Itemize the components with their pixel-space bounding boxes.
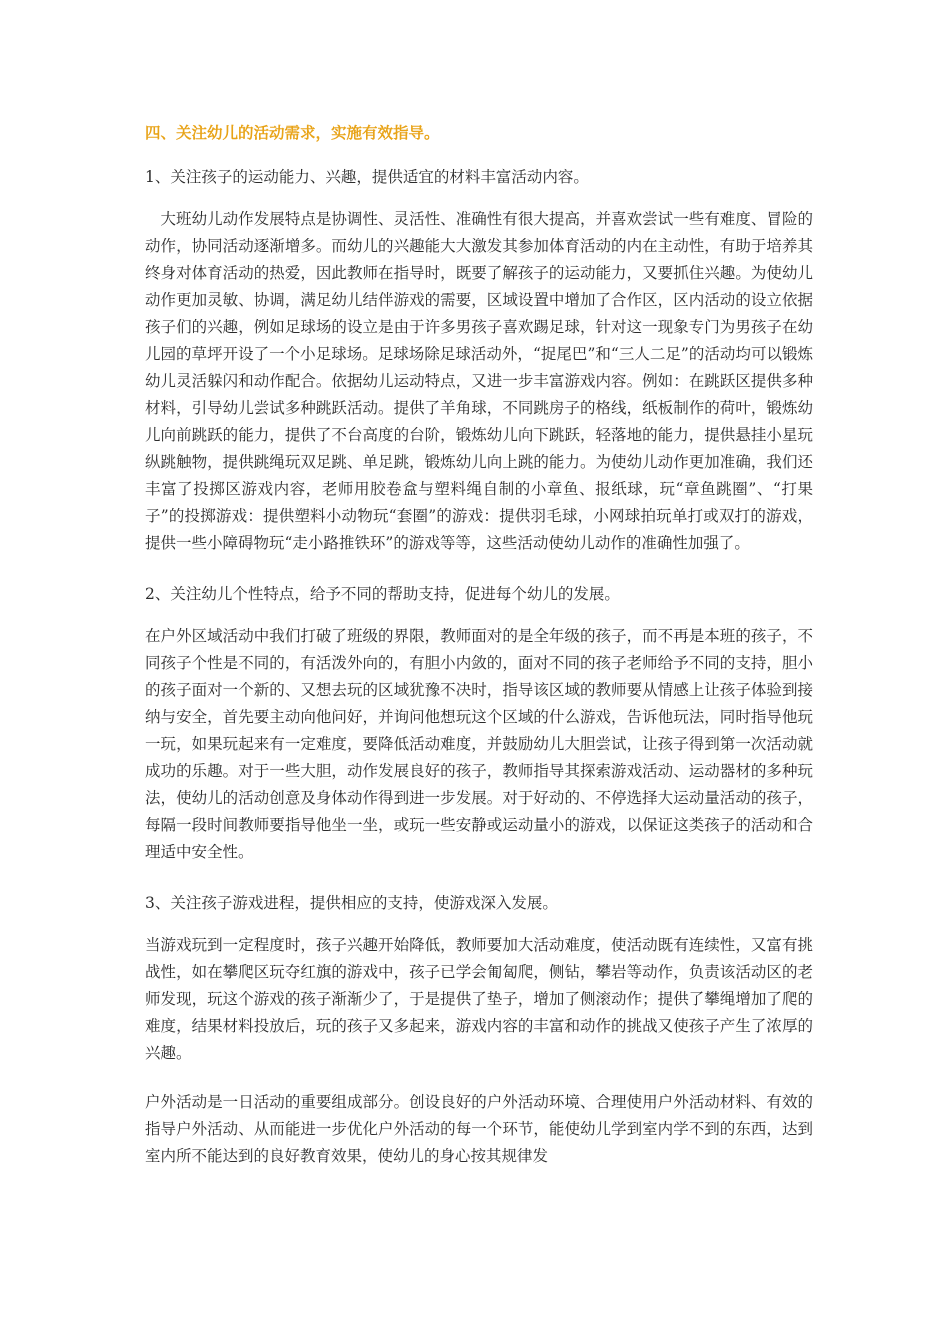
item-3-body: 当游戏玩到一定程度时，孩子兴趣开始降低，教师要加大活动难度，使活动既有连续性，又富有挑战性，如在攀爬区玩夺红旗的游戏中，孩子已学会匍匐爬，侧钻，攀岩等动作，负责该活动区的老师发现，玩这个游戏的孩子渐渐少了，于是提供了垫子，增加了侧滚动作；提供了攀绳增加了爬的难度，结果材料投放后，玩的孩子又多起来，游戏内容的丰富和动作的挑战又使孩子产生了浓厚的兴趣。 xyxy=(145,936,813,1062)
document-page xyxy=(145,118,813,1192)
item-1-body: 大班幼儿动作发展特点是协调性、灵活性、准确性有很大提高，并喜欢尝试一些有难度、冒险的动作，协同活动逐渐增多。而幼儿的兴趣能大大激发其参加体育活动的内在主动性，有助于培养其终身对体育活动的热爱，因此教师在指导时，既要了解孩子的运动能力，又要抓住兴趣。为使幼儿动作更加灵敏、协调，满足幼儿结伴游戏的需要，区域设置中增加了合作区，区内活动的设立依据孩子们的兴趣，例如足球场的设立是由于许多男孩子喜欢踢足球，针对这一现象专门为男孩子在幼儿园的草坪开设了一个小足球场。足球场除足球活动外，“捉尾巴”和“三人二足”的活动均可以锻炼幼儿灵活躲闪和动作配合。依据幼儿运动特点，又进一步丰富游戏内容。例如：在跳跃区提供多种材料，引导幼儿尝试多种跳跃活动。提供了羊角球，不同跳房子的格线，纸板制作的荷叶，锻炼幼儿向前跳跃的能力，提供了不台高度的台阶，锻炼幼儿向下跳跃，轻落地的能力，提供悬挂小星玩纵跳触物，提供跳绳玩双足跳、单足跳，锻炼幼儿向上跳的能力。为使幼儿动作更加准确，我们还丰富了投掷区游戏内容，老师用胶卷盒与塑料绳自制的小章鱼、报纸球，玩“章鱼跳圈”、“打果子”的投掷游戏：提供塑料小动物玩“套圈”的游戏：提供羽毛球，小网球拍玩单打或双打的游戏，提供一些小障碍物玩“走小路推铁环”的游戏等等，这些活动使幼儿动作的准确性加强了。 xyxy=(145,210,813,552)
item-1-title: 1、关注孩子的运动能力、兴趣，提供适宜的材料丰富活动内容。 xyxy=(145,168,589,186)
item-3-title: 3、关注孩子游戏进程，提供相应的支持，使游戏深入发展。 xyxy=(145,894,558,912)
item-2-body: 在户外区域活动中我们打破了班级的界限，教师面对的是全年级的孩子，而不再是本班的孩子，不同孩子个性是不同的，有活泼外向的，有胆小内敛的，面对不同的孩子老师给予不同的支持，胆小的孩子面对一个新的、又想去玩的区域犹豫不决时，指导该区域的教师要从情感上让孩子体验到接纳与安全，首先要主动向他问好，并询问他想玩这个区域的什么游戏，告诉他玩法，同时指导他玩一玩，如果玩起来有一定难度，要降低活动难度，并鼓励幼儿大胆尝试，让孩子得到第一次活动就成功的乐趣。对于一些大胆，动作发展良好的孩子，教师指导其探索游戏活动、运动器材的多种玩法，使幼儿的活动创意及身体动作得到进一步发展。对于好动的、不停选择大运动量活动的孩子，每隔一段时间教师要指导他坐一坐，或玩一些安静或运动量小的游戏，以保证这类孩子的活动和合理适中安全性。 xyxy=(145,627,813,861)
item-2-title: 2、关注幼儿个性特点，给予不同的帮助支持，促进每个幼儿的发展。 xyxy=(145,585,620,603)
closing-paragraph: 户外活动是一日活动的重要组成部分。创设良好的户外活动环境、合理使用户外活动材料、有效的指导户外活动、从而能进一步优化户外活动的每一个环节，能使幼儿学到室内学不到的东西，达到室内所不能达到的良好教育效果，使幼儿的身心按其规律发 xyxy=(145,1093,813,1165)
section-heading: 四、关注幼儿的活动需求，实施有效指导。 xyxy=(145,124,440,142)
